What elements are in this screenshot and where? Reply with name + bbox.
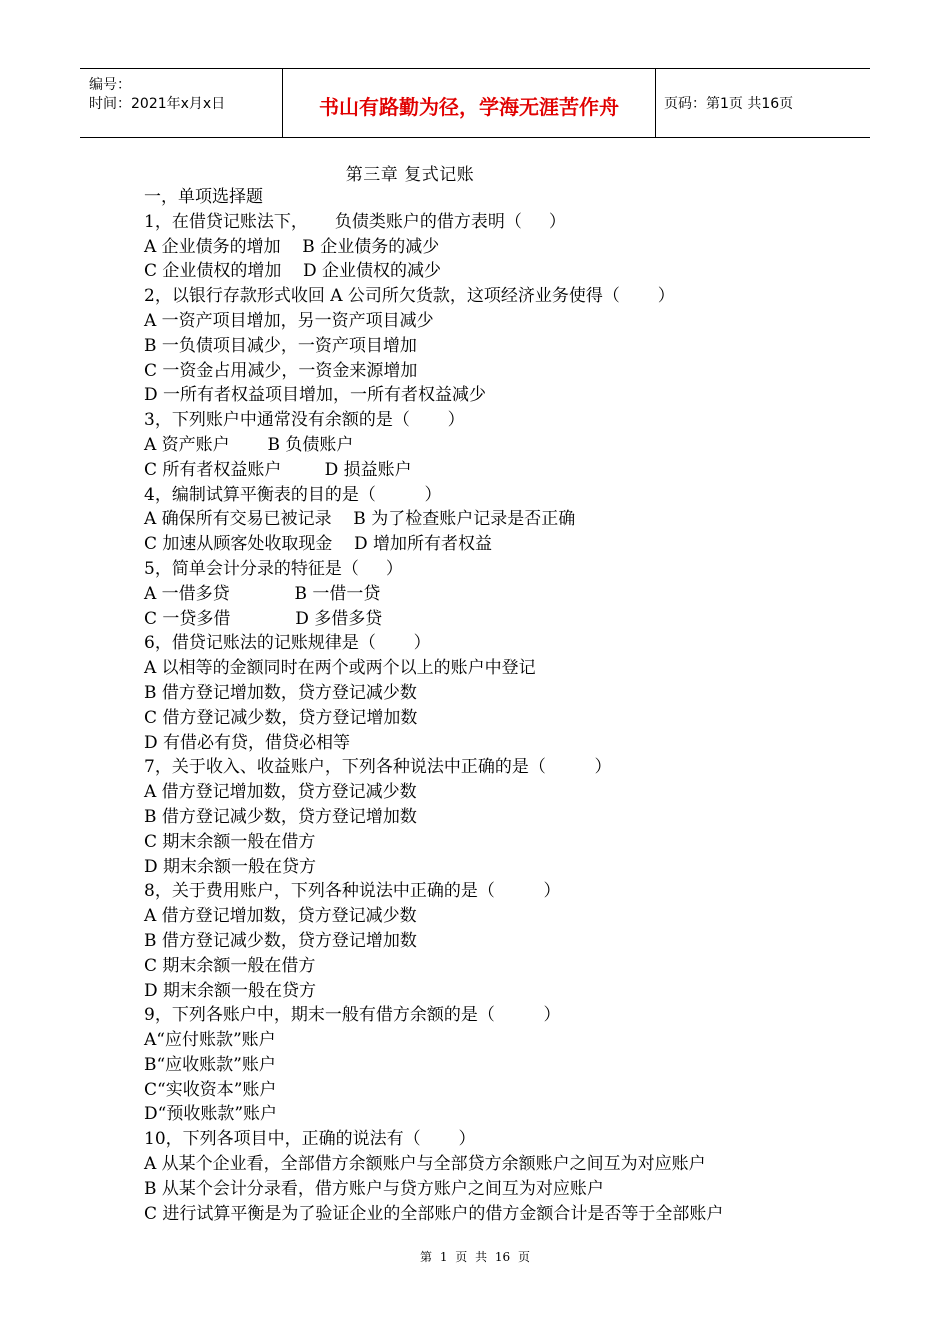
text-line: B 一负债项目减少，一资产项目增加 <box>144 335 417 356</box>
text-line: C 期末余额一般在借方 <box>144 955 316 976</box>
text-line: C 进行试算平衡是为了验证企业的全部账户的借方金额合计是否等于全部账户 <box>144 1203 724 1224</box>
text-line: B“应收账款”账户 <box>144 1054 276 1075</box>
date-line: 时间：2021年x月x日 <box>89 96 226 112</box>
chapter-title: 第三章 复式记账 <box>345 165 475 185</box>
text-line: D 期末余额一般在贷方 <box>144 856 317 877</box>
text-line: A 从某个企业看，全部借方余额账户与全部贷方余额账户之间互为对应账户 <box>144 1154 706 1175</box>
text-line: C 企业债权的增加 D 企业债权的减少 <box>144 261 442 282</box>
text-line: 4，编制试算平衡表的目的是（ ） <box>144 484 442 505</box>
text-line: A 以相等的金额同时在两个或两个以上的账户中登记 <box>144 658 536 679</box>
text-line: C 所有者权益账户 D 损益账户 <box>144 459 412 480</box>
text-line: D 一所有者权益项目增加，一所有者权益减少 <box>144 385 487 406</box>
text-line: 7，关于收入、收益账户，下列各种说法中正确的是（ ） <box>144 757 612 778</box>
text-line: D“预收账款”账户 <box>144 1104 278 1125</box>
text-line: C 借方登记减少数，贷方登记增加数 <box>144 707 418 728</box>
header-motto-cell <box>282 69 656 137</box>
header-right-cell <box>655 69 870 137</box>
text-line: B 借方登记减少数，贷方登记增加数 <box>144 930 417 951</box>
text-line: C 一贷多借 D 多借多贷 <box>144 608 383 629</box>
page-header <box>80 68 870 138</box>
text-line: 一，单项选择题 <box>144 187 263 207</box>
text-line: B 从某个会计分录看，借方账户与贷方账户之间互为对应账户 <box>144 1178 604 1199</box>
text-line: 8，关于费用账户，下列各种说法中正确的是（ ） <box>144 881 561 902</box>
text-line: A 企业债务的增加 B 企业债务的减少 <box>144 236 440 257</box>
text-line: A 借方登记增加数，贷方登记减少数 <box>144 906 417 927</box>
text-line: D 期末余额一般在贷方 <box>144 980 317 1001</box>
text-line: C“实收资本”账户 <box>144 1079 277 1100</box>
page-info: 页码：第1页 共16页 <box>664 96 794 112</box>
number-label: 编号： <box>89 77 131 93</box>
text-line: 2，以银行存款形式收回 A 公司所欠货款，这项经济业务使得（ ） <box>144 286 675 307</box>
page-footer: 第 1 页 共 16 页 <box>420 1250 530 1264</box>
text-line: 3，下列账户中通常没有余额的是（ ） <box>144 410 465 431</box>
text-line: A“应付账款”账户 <box>144 1030 276 1051</box>
header-left-cell <box>80 69 282 137</box>
text-line: 5，简单会计分录的特征是（ ） <box>144 558 403 579</box>
text-line: 9，下列各账户中，期末一般有借方余额的是（ ） <box>144 1005 561 1026</box>
motto: 书山有路勤为径，学海无涯苦作舟 <box>319 95 619 119</box>
text-line: 6，借贷记账法的记账规律是（ ） <box>144 633 431 654</box>
text-line: C 一资金占用减少，一资金来源增加 <box>144 360 418 381</box>
text-line: B 借方登记减少数，贷方登记增加数 <box>144 806 417 827</box>
text-line: B 借方登记增加数，贷方登记减少数 <box>144 682 417 703</box>
text-line: A 一借多贷 B 一借一贷 <box>144 583 381 604</box>
text-line: D 有借必有贷，借贷必相等 <box>144 732 351 753</box>
text-line: A 确保所有交易已被记录 B 为了检查账户记录是否正确 <box>144 509 576 530</box>
text-line: 10，下列各项目中，正确的说法有（ ） <box>144 1129 476 1150</box>
text-line: A 资产账户 B 负债账户 <box>144 434 354 455</box>
text-line: C 期末余额一般在借方 <box>144 831 316 852</box>
text-line: C 加速从顾客处收取现金 D 增加所有者权益 <box>144 534 493 555</box>
question-list <box>144 185 824 1226</box>
text-line: 1，在借贷记账法下， 负债类账户的借方表明（ ） <box>144 211 566 232</box>
text-line: A 一资产项目增加，另一资产项目减少 <box>144 310 434 331</box>
text-line: A 借方登记增加数，贷方登记减少数 <box>144 782 417 803</box>
